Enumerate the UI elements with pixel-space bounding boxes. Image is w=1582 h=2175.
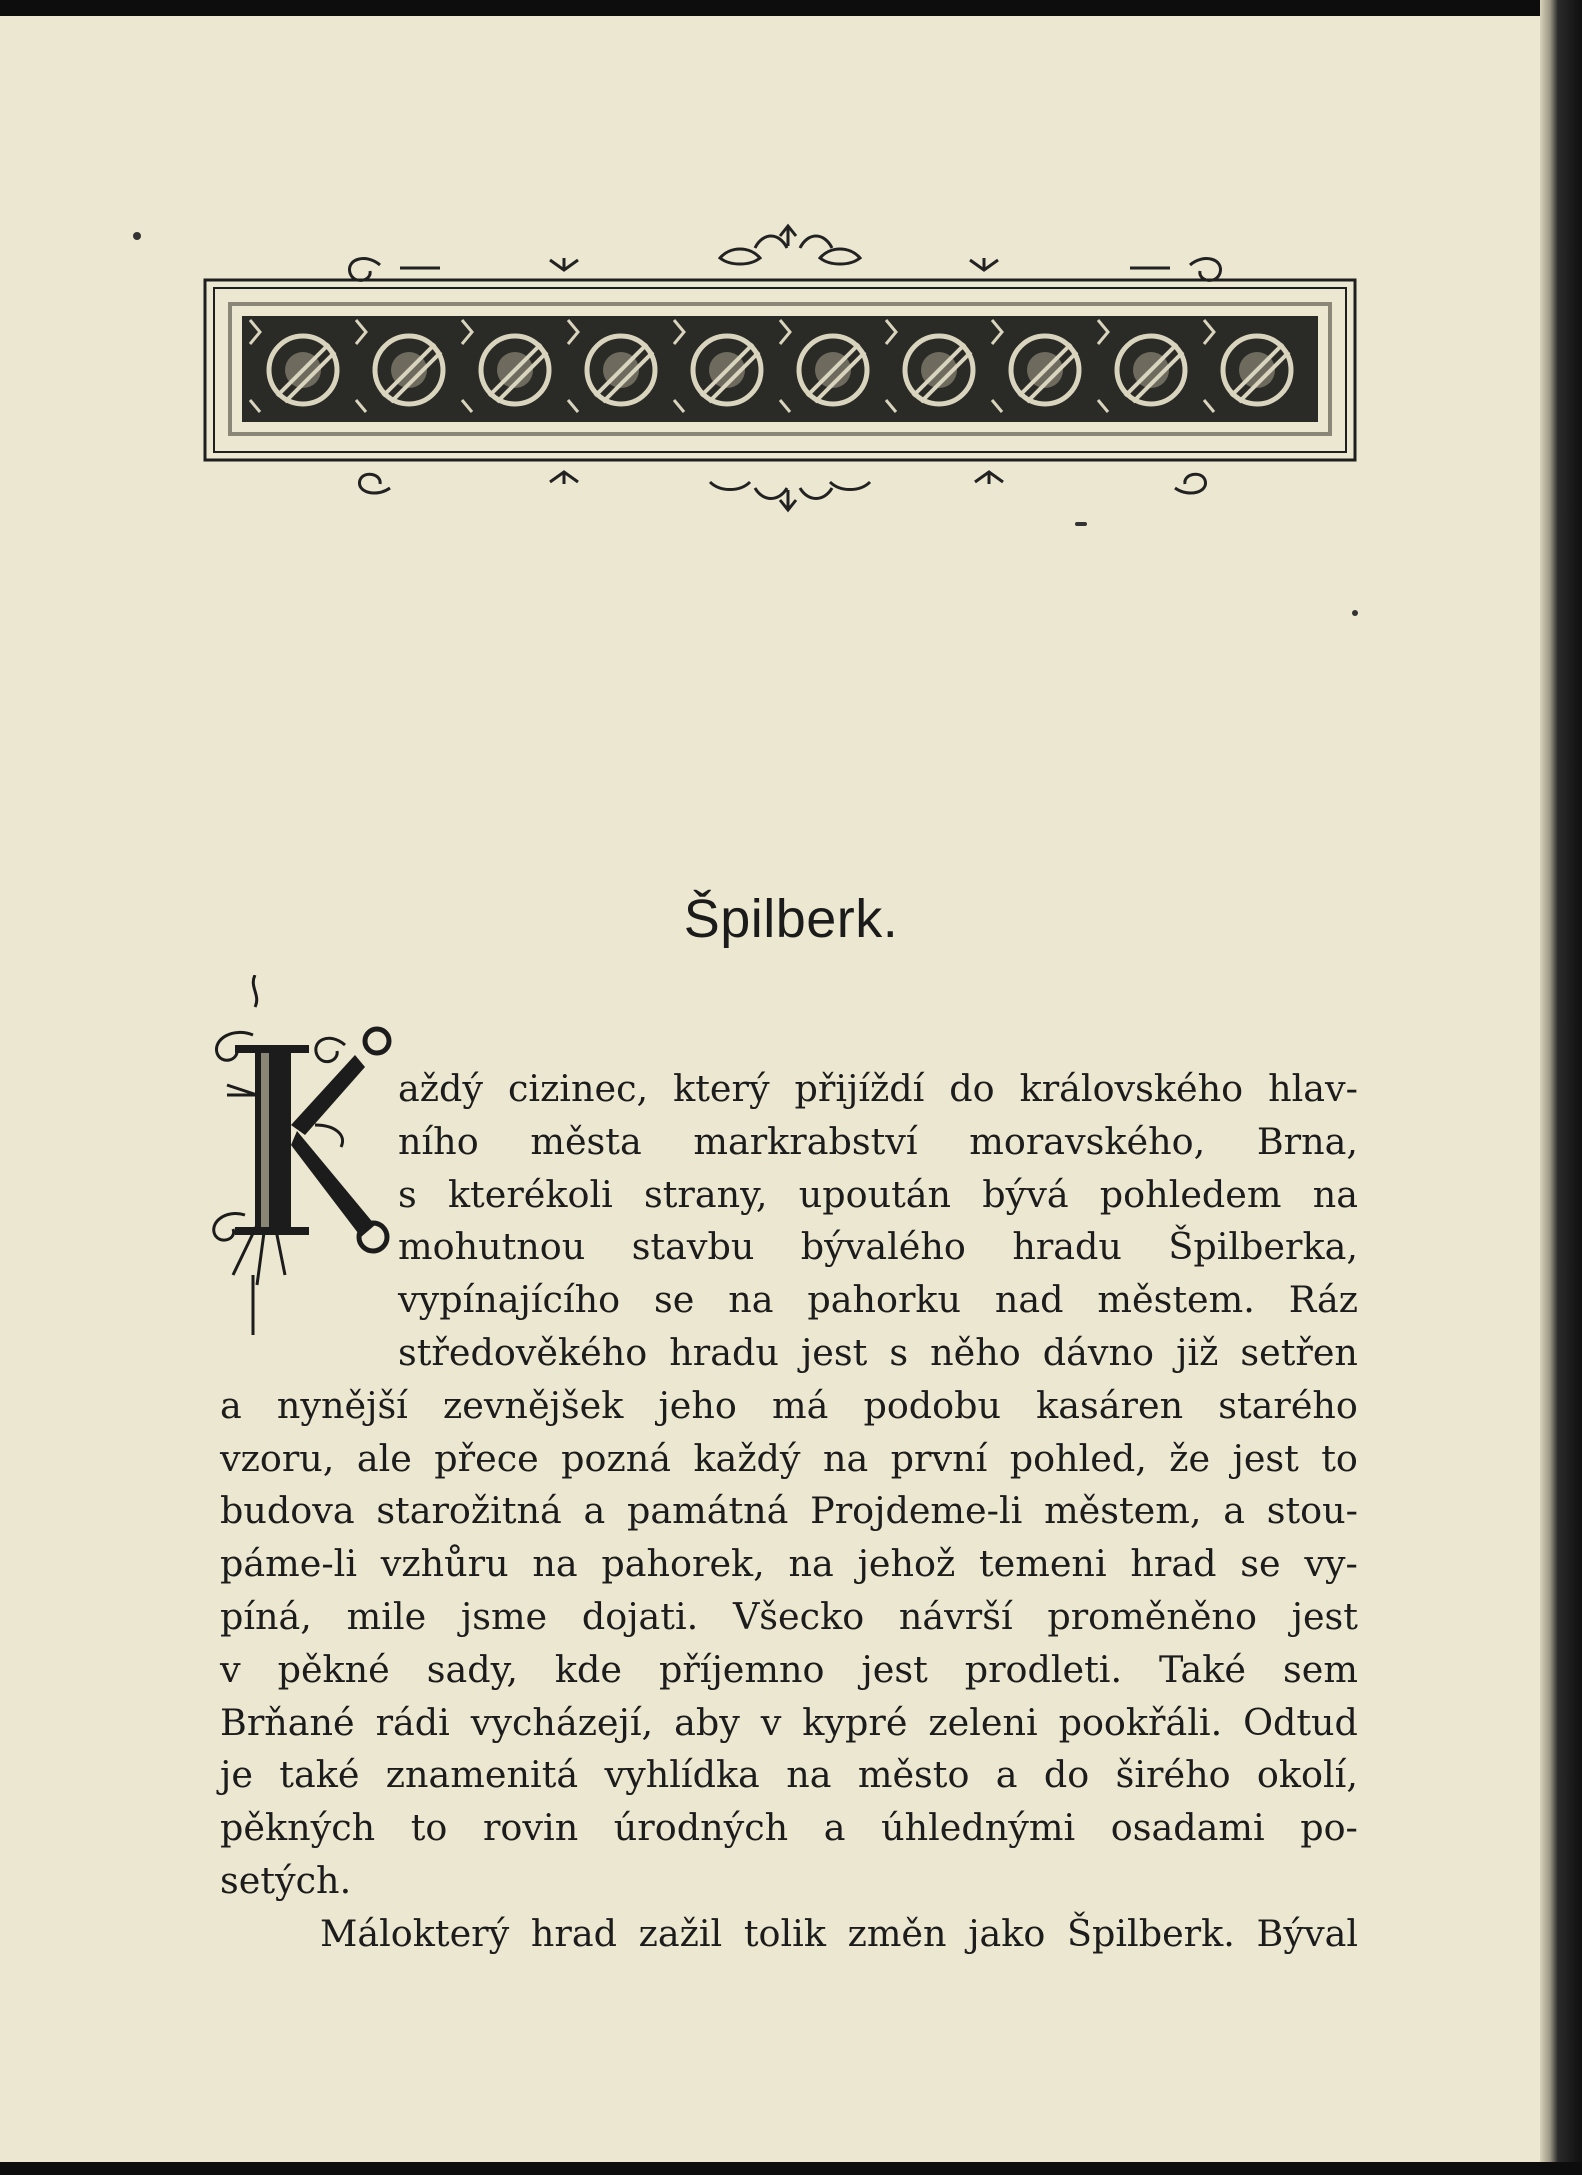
- text-line: mohutnou stavbu bývalého hradu Špilberka,: [398, 1225, 1358, 1269]
- scan-top-border: [0, 0, 1582, 16]
- text-line: Málokterý hrad zažil tolik změn jako Špilberk. Býval: [320, 1911, 1358, 1955]
- text-line: pěkných to rovin úrodných a úhlednými osadami po-: [220, 1806, 1358, 1850]
- text-line: je také znamenitá vyhlídka na město a do širého okolí,: [220, 1753, 1358, 1797]
- text-line: vzoru, ale přece pozná každý na první pohled, že jest to: [220, 1436, 1358, 1480]
- chapter-title: Špilberk.: [683, 889, 899, 949]
- speck: [1075, 522, 1087, 526]
- text-line: ního města markrabství moravského, Brna,: [398, 1119, 1358, 1163]
- text-line: píná, mile jsme dojati. Všecko návrší proměněno jest: [220, 1595, 1358, 1638]
- speck: [1352, 610, 1358, 616]
- text-line: setých.: [220, 1859, 352, 1902]
- text-line: vypínajícího se na pahorku nad městem. Ráz: [398, 1278, 1358, 1322]
- text-line: s kterékoli strany, upoután bývá pohledem na: [398, 1172, 1358, 1216]
- text-line: a nynější zevnějšek jeho má podobu kasáren starého: [220, 1383, 1358, 1427]
- text-line: aždý cizinec, který přijíždí do královského hlav-: [398, 1067, 1358, 1110]
- text-line: v pěkné sady, kde příjemno jest prodleti. Také sem: [220, 1647, 1358, 1691]
- text-line: středověkého hradu jest s něho dávno již setřen: [398, 1331, 1358, 1374]
- scan-right-border: [1540, 0, 1582, 2175]
- text-line: páme-li vzhůru na pahorek, na jehož temeni hrad se vy-: [220, 1542, 1358, 1586]
- scan-bottom-border: [0, 2162, 1582, 2175]
- dropcap-k: [205, 975, 395, 1335]
- speck: [133, 232, 141, 240]
- text-line: Brňané rádi vycházejí, aby v kypré zeleni pookřáli. Odtud: [220, 1700, 1358, 1744]
- header-ornament: [200, 220, 1360, 530]
- text-line: budova starožitná a památná Projdeme-li městem, a stou-: [220, 1489, 1358, 1533]
